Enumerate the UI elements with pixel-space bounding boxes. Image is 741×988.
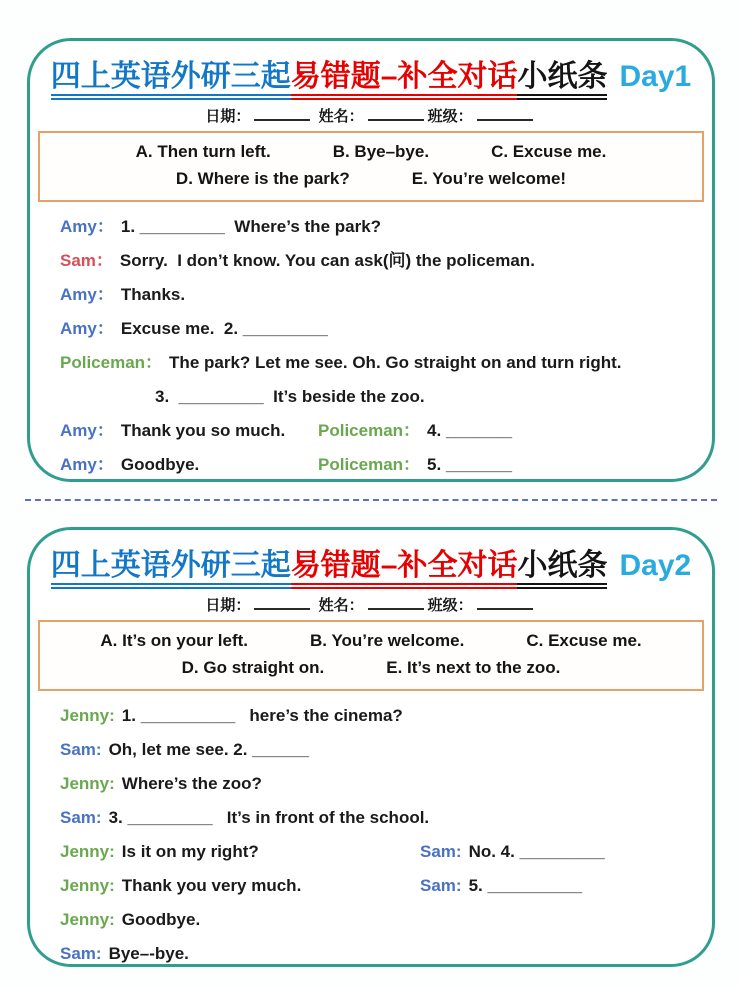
dialogue-row: [60, 414, 704, 448]
speaker-label: Jenny:: [60, 842, 115, 861]
dialogue-text: Goodbye.: [121, 910, 201, 929]
day2-title: [30, 546, 712, 586]
dialogue-row: [60, 903, 704, 937]
dialogue-text: Where’s the zoo?: [121, 774, 262, 793]
dialogue-row: [60, 699, 704, 733]
dialogue-segment: [60, 869, 420, 903]
title-course-segment: 四上英语外研三起: [51, 60, 291, 100]
dialogue-segment: [60, 414, 318, 448]
options-row: [40, 627, 702, 654]
dialogue-row: [60, 210, 704, 244]
speaker-label: Jenny:: [60, 910, 115, 929]
dialogue-row: [60, 312, 704, 346]
dialogue-row: [60, 278, 704, 312]
option-d: D. Go straight on.: [181, 658, 325, 677]
date-label: 日期：: [205, 597, 251, 614]
dialogue-text: 3. _________ It’s in front of the school.: [108, 808, 430, 827]
title-course-segment: 四上英语外研三起: [51, 549, 291, 589]
date-label: 日期：: [205, 108, 251, 125]
speaker-label: Amy：: [60, 285, 114, 304]
option-d: D. Where is the park?: [175, 169, 350, 188]
option-b: B. Bye–bye.: [332, 142, 430, 161]
dialogue-segment: [60, 244, 535, 278]
class-blank[interactable]: [477, 106, 533, 121]
speaker-label: Policeman：: [318, 455, 421, 474]
name-label: 姓名：: [318, 597, 364, 614]
header-fields: [30, 595, 712, 615]
class-label: 班级：: [427, 108, 473, 125]
dialogue-segment: [60, 448, 318, 482]
dialogue-text: Thank you so much.: [120, 421, 286, 440]
dialogue-row: [60, 244, 704, 278]
dialogue-segment: [155, 380, 425, 414]
name-blank[interactable]: [368, 595, 424, 610]
title-note-segment: 小纸条: [517, 549, 607, 589]
name-label: 姓名：: [318, 108, 364, 125]
dialogue-text: Is it on my right?: [121, 842, 259, 861]
date-blank[interactable]: [254, 106, 310, 121]
dialogue-row: [60, 835, 704, 869]
speaker-label: Amy：: [60, 217, 114, 236]
title-topic-segment: 易错题–补全对话: [291, 60, 518, 100]
speaker-label: Sam:: [60, 740, 102, 759]
dialogue-segment: [60, 346, 621, 380]
dialogue-text: 5. __________: [468, 876, 583, 895]
dialogue-segment: [60, 801, 429, 835]
dialogue-text: No. 4. _________: [468, 842, 605, 861]
day1-card: [27, 38, 715, 482]
dialogue-segment: [318, 414, 512, 448]
dialogue-text: 1. _________ Where’s the park?: [120, 217, 382, 236]
speaker-label: Jenny:: [60, 774, 115, 793]
date-blank[interactable]: [254, 595, 310, 610]
dialogue-text: Goodbye.: [120, 455, 200, 474]
day-label: Day2: [619, 549, 692, 582]
dialogue-text: Bye–-bye.: [108, 944, 189, 963]
dialogue-segment: [60, 733, 309, 767]
dialogue-text: 4. _______: [427, 421, 513, 440]
dialogue-segment: [318, 448, 512, 482]
card-2-dialogue: [30, 691, 712, 971]
dialogue-row: [60, 733, 704, 767]
options-box: [38, 620, 704, 691]
dialogue-row: [60, 937, 704, 971]
card-1-dialogue: [30, 202, 712, 482]
speaker-label: Sam:: [60, 808, 102, 827]
options-box: [38, 131, 704, 202]
dialogue-segment: [60, 210, 381, 244]
speaker-label: Policeman：: [60, 353, 163, 372]
dialogue-row: [60, 448, 704, 482]
class-label: 班级：: [427, 597, 473, 614]
speaker-label: Sam：: [60, 251, 113, 270]
speaker-label: Sam:: [60, 944, 102, 963]
options-row: [40, 165, 702, 192]
speaker-label: Amy：: [60, 421, 114, 440]
speaker-label: Jenny:: [60, 706, 115, 725]
dialogue-row: [60, 801, 704, 835]
dialogue-text: 1. __________ here’s the cinema?: [121, 706, 403, 725]
dialogue-segment: [420, 835, 605, 869]
dialogue-text: Sorry. I don’t know. You can ask(问) the policeman.: [119, 251, 535, 270]
dialogue-row: [60, 380, 704, 414]
dialogue-text: 5. _______: [427, 455, 513, 474]
name-blank[interactable]: [368, 106, 424, 121]
speaker-label: Amy：: [60, 455, 114, 474]
dialogue-text: Oh, let me see. 2. ______: [108, 740, 309, 759]
speaker-label: Amy：: [60, 319, 114, 338]
header-fields: [30, 106, 712, 126]
dialogue-segment: [60, 835, 420, 869]
dialogue-segment: [60, 699, 403, 733]
dialogue-row: [60, 346, 704, 380]
option-a: A. Then turn left.: [135, 142, 271, 161]
option-c: C. Excuse me.: [491, 142, 607, 161]
dashed-separator: [25, 499, 717, 501]
dialogue-segment: [60, 903, 200, 937]
speaker-label: Sam:: [420, 876, 462, 895]
dialogue-text: The park? Let me see. Oh. Go straight on and turn right.: [169, 353, 622, 372]
dialogue-text: Thank you very much.: [121, 876, 302, 895]
day2-card: [27, 527, 715, 967]
title-topic-segment: 易错题–补全对话: [291, 549, 518, 589]
option-e: E. You’re welcome!: [411, 169, 567, 188]
title-note-segment: 小纸条: [517, 60, 607, 100]
option-b: B. You’re welcome.: [310, 631, 465, 650]
dialogue-text: Thanks.: [120, 285, 186, 304]
options-row: [40, 138, 702, 165]
dialogue-text: 3. _________ It’s beside the zoo.: [155, 387, 425, 406]
options-row: [40, 654, 702, 681]
speaker-label: Policeman：: [318, 421, 421, 440]
day-label: Day1: [619, 60, 692, 93]
dialogue-segment: [60, 278, 185, 312]
dialogue-row: [60, 869, 704, 903]
speaker-label: Sam:: [420, 842, 462, 861]
dialogue-segment: [60, 767, 262, 801]
speaker-label: Jenny:: [60, 876, 115, 895]
option-e: E. It’s next to the zoo.: [386, 658, 561, 677]
dialogue-segment: [60, 312, 328, 346]
dialogue-segment: [60, 937, 189, 971]
option-c: C. Excuse me.: [526, 631, 642, 650]
option-a: A. It’s on your left.: [100, 631, 249, 650]
class-blank[interactable]: [477, 595, 533, 610]
dialogue-row: [60, 767, 704, 801]
dialogue-text: Excuse me. 2. _________: [120, 319, 328, 338]
dialogue-segment: [420, 869, 582, 903]
day1-title: [30, 57, 712, 97]
